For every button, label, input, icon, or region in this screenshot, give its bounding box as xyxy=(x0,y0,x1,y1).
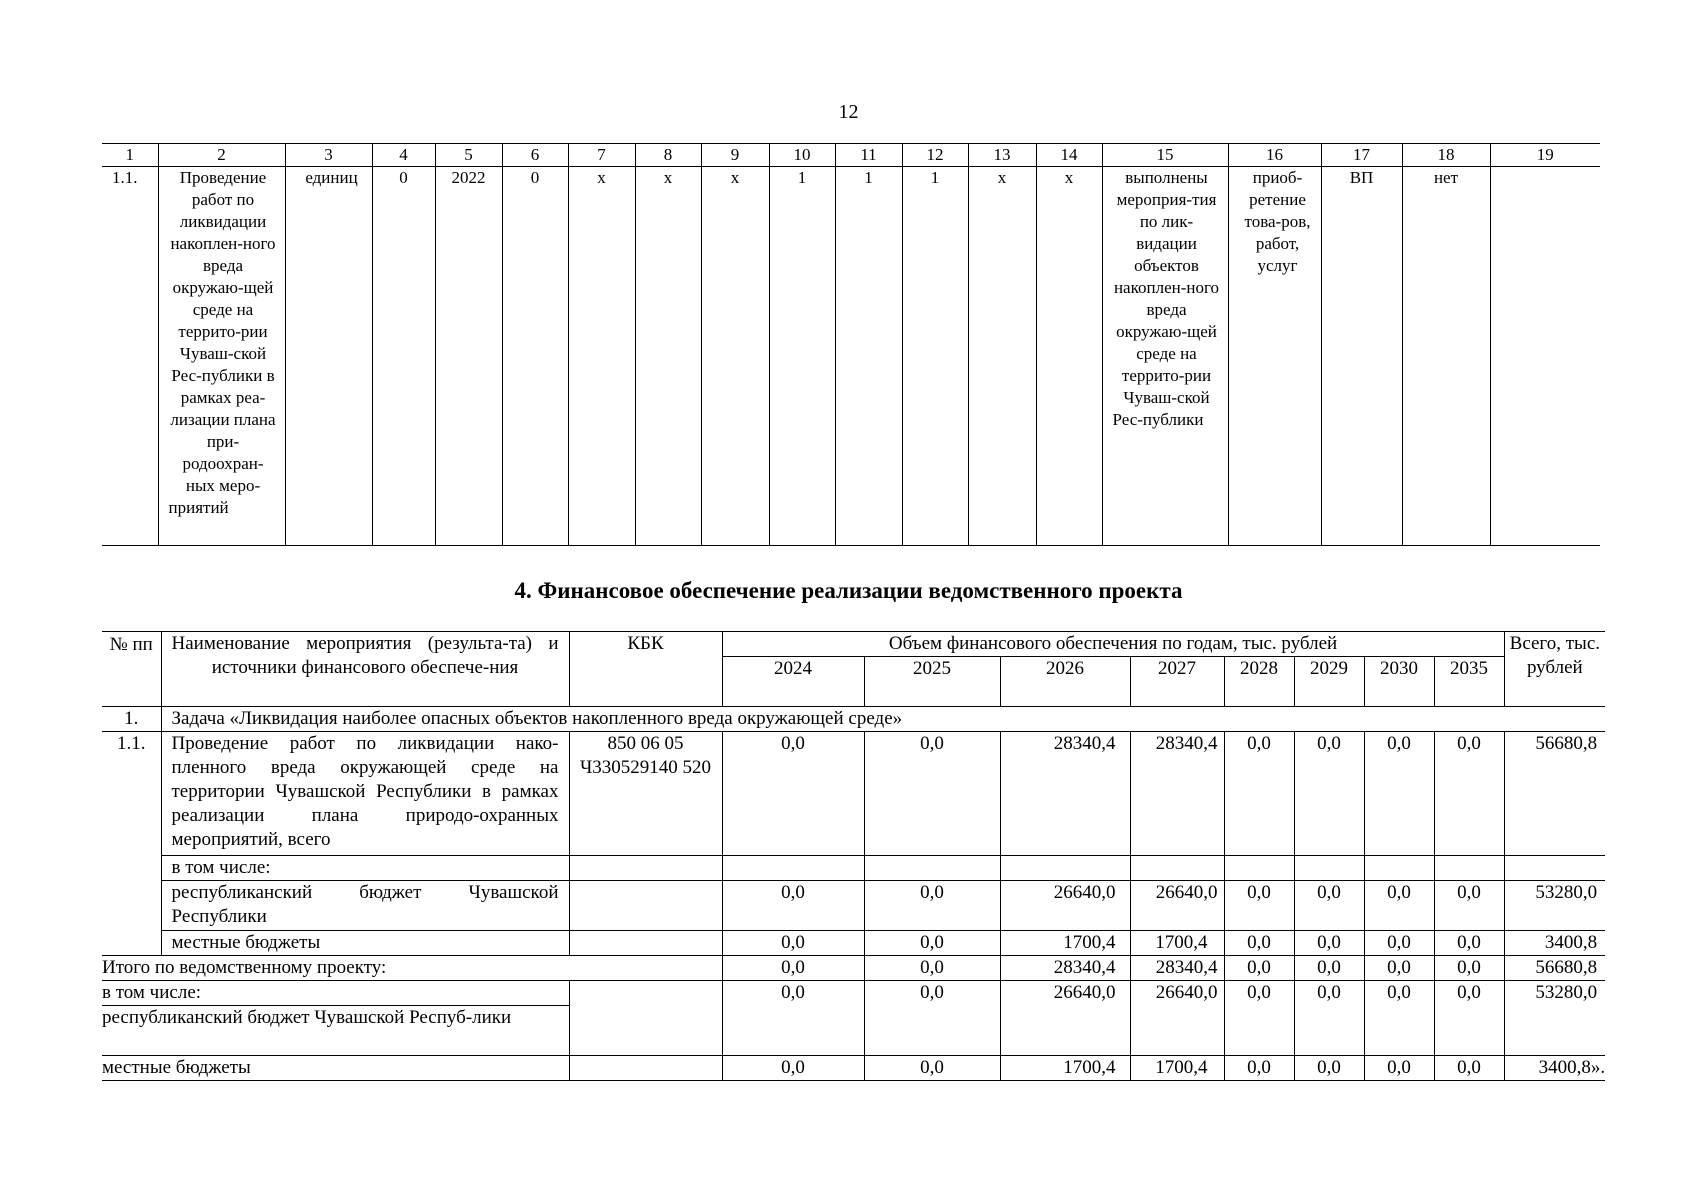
header-year: 2029 xyxy=(1294,657,1364,707)
value-2026: 1700,4 xyxy=(1000,931,1130,956)
value-2025: 0,0 xyxy=(864,881,1000,931)
section-title: 4. Финансовое обеспечение реализации ведомственного проекта xyxy=(514,578,1183,603)
column-number: 6 xyxy=(502,144,568,167)
summary-including-label: в том числе: xyxy=(102,981,569,1006)
rep-budget-label: республиканский бюджет Чувашской Республики xyxy=(161,881,569,931)
value-2028: 0,0 xyxy=(1224,981,1294,1056)
column-number-row xyxy=(102,144,1600,167)
table-cell: ВП xyxy=(1321,167,1402,546)
table-cell: х xyxy=(701,167,769,546)
table-cell: нет xyxy=(1402,167,1490,546)
empty-cell xyxy=(1364,856,1434,881)
task-number: 1. xyxy=(102,707,161,732)
header-number: № пп xyxy=(102,632,161,707)
value-2024: 0,0 xyxy=(722,931,864,956)
value-2024: 0,0 xyxy=(722,1056,864,1081)
value-2035: 0,0 xyxy=(1434,981,1504,1056)
local-budget-row xyxy=(102,931,1605,956)
value-2025: 0,0 xyxy=(864,1056,1000,1081)
value-2029: 0,0 xyxy=(1294,931,1364,956)
summary-local-label: местные бюджеты xyxy=(102,1056,569,1081)
column-number: 2 xyxy=(158,144,285,167)
indicators-table xyxy=(102,143,1600,546)
value-2024: 0,0 xyxy=(722,881,864,931)
header-year: 2030 xyxy=(1364,657,1434,707)
table-cell: 1 xyxy=(902,167,968,546)
value-2030: 0,0 xyxy=(1364,956,1434,981)
value-2025: 0,0 xyxy=(864,956,1000,981)
table-cell: 0 xyxy=(502,167,568,546)
value-2028: 0,0 xyxy=(1224,956,1294,981)
value-2030: 0,0 xyxy=(1364,931,1434,956)
value-2027: 28340,4 xyxy=(1130,956,1224,981)
including-label: в том числе: xyxy=(161,856,569,881)
summary-label: Итого по ведомственному проекту: xyxy=(102,956,722,981)
column-number: 3 xyxy=(285,144,372,167)
header-volume: Объем финансового обеспечения по годам, тыс. рублей xyxy=(722,632,1504,657)
value-2026: 28340,4 xyxy=(1000,956,1130,981)
value-2025: 0,0 xyxy=(864,931,1000,956)
task-row xyxy=(102,707,1605,732)
value-total: 3400,8». xyxy=(1504,1056,1605,1081)
summary-local-row xyxy=(102,1056,1605,1081)
result-type: приоб-ретение това-ров, работ, услуг xyxy=(1228,167,1321,546)
empty-cell xyxy=(569,931,722,956)
header-name: Наименование мероприятия (результа-та) и источники финансового обеспече-ния xyxy=(161,632,569,707)
value-2035: 0,0 xyxy=(1434,1056,1504,1081)
value-2026: 26640,0 xyxy=(1000,881,1130,931)
column-number: 10 xyxy=(769,144,835,167)
column-number: 15 xyxy=(1102,144,1228,167)
summary-rep-label: республиканский бюджет Чувашской Респуб-лики xyxy=(102,1006,569,1056)
table-cell xyxy=(1490,167,1600,546)
header-year: 2035 xyxy=(1434,657,1504,707)
table-cell: 0 xyxy=(372,167,435,546)
table-cell: х xyxy=(1036,167,1102,546)
table-cell: 1 xyxy=(835,167,902,546)
empty-cell xyxy=(569,856,722,881)
table-row xyxy=(102,167,1600,546)
value-2027: 1700,4 xyxy=(1130,931,1224,956)
summary-including-row xyxy=(102,981,1605,1006)
empty-cell xyxy=(569,981,722,1056)
empty-cell xyxy=(1434,856,1504,881)
value-2027: 26640,0 xyxy=(1130,881,1224,931)
value-2029: 0,0 xyxy=(1294,981,1364,1056)
value-total: 53280,0 xyxy=(1504,881,1605,931)
column-number: 5 xyxy=(435,144,502,167)
value-2030: 0,0 xyxy=(1364,881,1434,931)
empty-cell xyxy=(569,881,722,931)
empty-cell xyxy=(1130,856,1224,881)
column-number: 11 xyxy=(835,144,902,167)
column-number: 18 xyxy=(1402,144,1490,167)
value-2024: 0,0 xyxy=(722,956,864,981)
financing-table xyxy=(102,631,1605,1081)
table-cell: х xyxy=(568,167,635,546)
column-number: 12 xyxy=(902,144,968,167)
table-cell: 1 xyxy=(769,167,835,546)
task-text: Задача «Ликвидация наиболее опасных объектов накопленного вреда окружающей среде» xyxy=(161,707,1605,732)
header-year: 2024 xyxy=(722,657,864,707)
header-kbk: КБК xyxy=(569,632,722,707)
header-year: 2027 xyxy=(1130,657,1224,707)
value-total: 53280,0 xyxy=(1504,981,1605,1056)
header-total: Всего, тыс. рублей xyxy=(1504,632,1605,707)
value-2025: 0,0 xyxy=(864,732,1000,856)
value-2035: 0,0 xyxy=(1434,956,1504,981)
header-year: 2026 xyxy=(1000,657,1130,707)
value-2027: 26640,0 xyxy=(1130,981,1224,1056)
value-2029: 0,0 xyxy=(1294,956,1364,981)
empty-cell xyxy=(1224,856,1294,881)
value-2026: 26640,0 xyxy=(1000,981,1130,1056)
value-2027: 28340,4 xyxy=(1130,732,1224,856)
value-2030: 0,0 xyxy=(1364,1056,1434,1081)
value-2029: 0,0 xyxy=(1294,881,1364,931)
table-cell: х xyxy=(635,167,701,546)
summary-row xyxy=(102,956,1605,981)
value-2026: 1700,4 xyxy=(1000,1056,1130,1081)
row-number: 1.1. xyxy=(102,167,158,546)
local-budget-label: местные бюджеты xyxy=(161,931,569,956)
value-total: 56680,8 xyxy=(1504,956,1605,981)
value-2024: 0,0 xyxy=(722,732,864,856)
empty-cell xyxy=(569,1056,722,1081)
value-total: 3400,8 xyxy=(1504,931,1605,956)
column-number: 17 xyxy=(1321,144,1402,167)
value-2027: 1700,4 xyxy=(1130,1056,1224,1081)
page-number: 12 xyxy=(838,101,859,123)
kbk-code: 850 06 05 Ч330529140 520 xyxy=(569,732,722,856)
column-number: 16 xyxy=(1228,144,1321,167)
value-2029: 0,0 xyxy=(1294,732,1364,856)
column-number: 1 xyxy=(102,144,158,167)
value-2028: 0,0 xyxy=(1224,931,1294,956)
value-2028: 0,0 xyxy=(1224,1056,1294,1081)
empty-cell xyxy=(1504,856,1605,881)
empty-cell xyxy=(1000,856,1130,881)
including-row xyxy=(102,856,1605,881)
header-year: 2028 xyxy=(1224,657,1294,707)
empty-cell xyxy=(722,856,864,881)
header-row xyxy=(102,632,1605,657)
measure-row xyxy=(102,732,1605,856)
value-2035: 0,0 xyxy=(1434,732,1504,856)
measure-name: Проведение работ по ликвидации нако-пленного вреда окружающей среде на территории Чувашской Республики в рамках реализации плана природо-охранных мероприятий, всего xyxy=(161,732,569,856)
table-cell: х xyxy=(968,167,1036,546)
measure-number: 1.1. xyxy=(102,732,161,956)
value-2025: 0,0 xyxy=(864,981,1000,1056)
value-2030: 0,0 xyxy=(1364,981,1434,1056)
value-2030: 0,0 xyxy=(1364,732,1434,856)
column-number: 8 xyxy=(635,144,701,167)
column-number: 7 xyxy=(568,144,635,167)
measure-name: Проведение работ по ликвидации накоплен-ного вреда окружаю-щей среде на террито-рии Чуваш-ской Рес-публики в рамках реа-лизации плана при-родоохран-ных меро-приятий xyxy=(158,167,285,546)
result-description: выполнены мероприя-тия по лик-видации объектов накоплен-ного вреда окружаю-щей среде на террито-рии Чуваш-ской Рес-публики xyxy=(1102,167,1228,546)
value-2035: 0,0 xyxy=(1434,931,1504,956)
value-2028: 0,0 xyxy=(1224,732,1294,856)
column-number: 14 xyxy=(1036,144,1102,167)
empty-cell xyxy=(864,856,1000,881)
table-cell: 2022 xyxy=(435,167,502,546)
column-number: 19 xyxy=(1490,144,1600,167)
header-year: 2025 xyxy=(864,657,1000,707)
value-2035: 0,0 xyxy=(1434,881,1504,931)
column-number: 4 xyxy=(372,144,435,167)
value-2029: 0,0 xyxy=(1294,1056,1364,1081)
column-number: 13 xyxy=(968,144,1036,167)
rep-budget-row xyxy=(102,881,1605,931)
column-number: 9 xyxy=(701,144,769,167)
value-2026: 28340,4 xyxy=(1000,732,1130,856)
value-2024: 0,0 xyxy=(722,981,864,1056)
unit: единиц xyxy=(285,167,372,546)
empty-cell xyxy=(1294,856,1364,881)
value-total: 56680,8 xyxy=(1504,732,1605,856)
value-2028: 0,0 xyxy=(1224,881,1294,931)
